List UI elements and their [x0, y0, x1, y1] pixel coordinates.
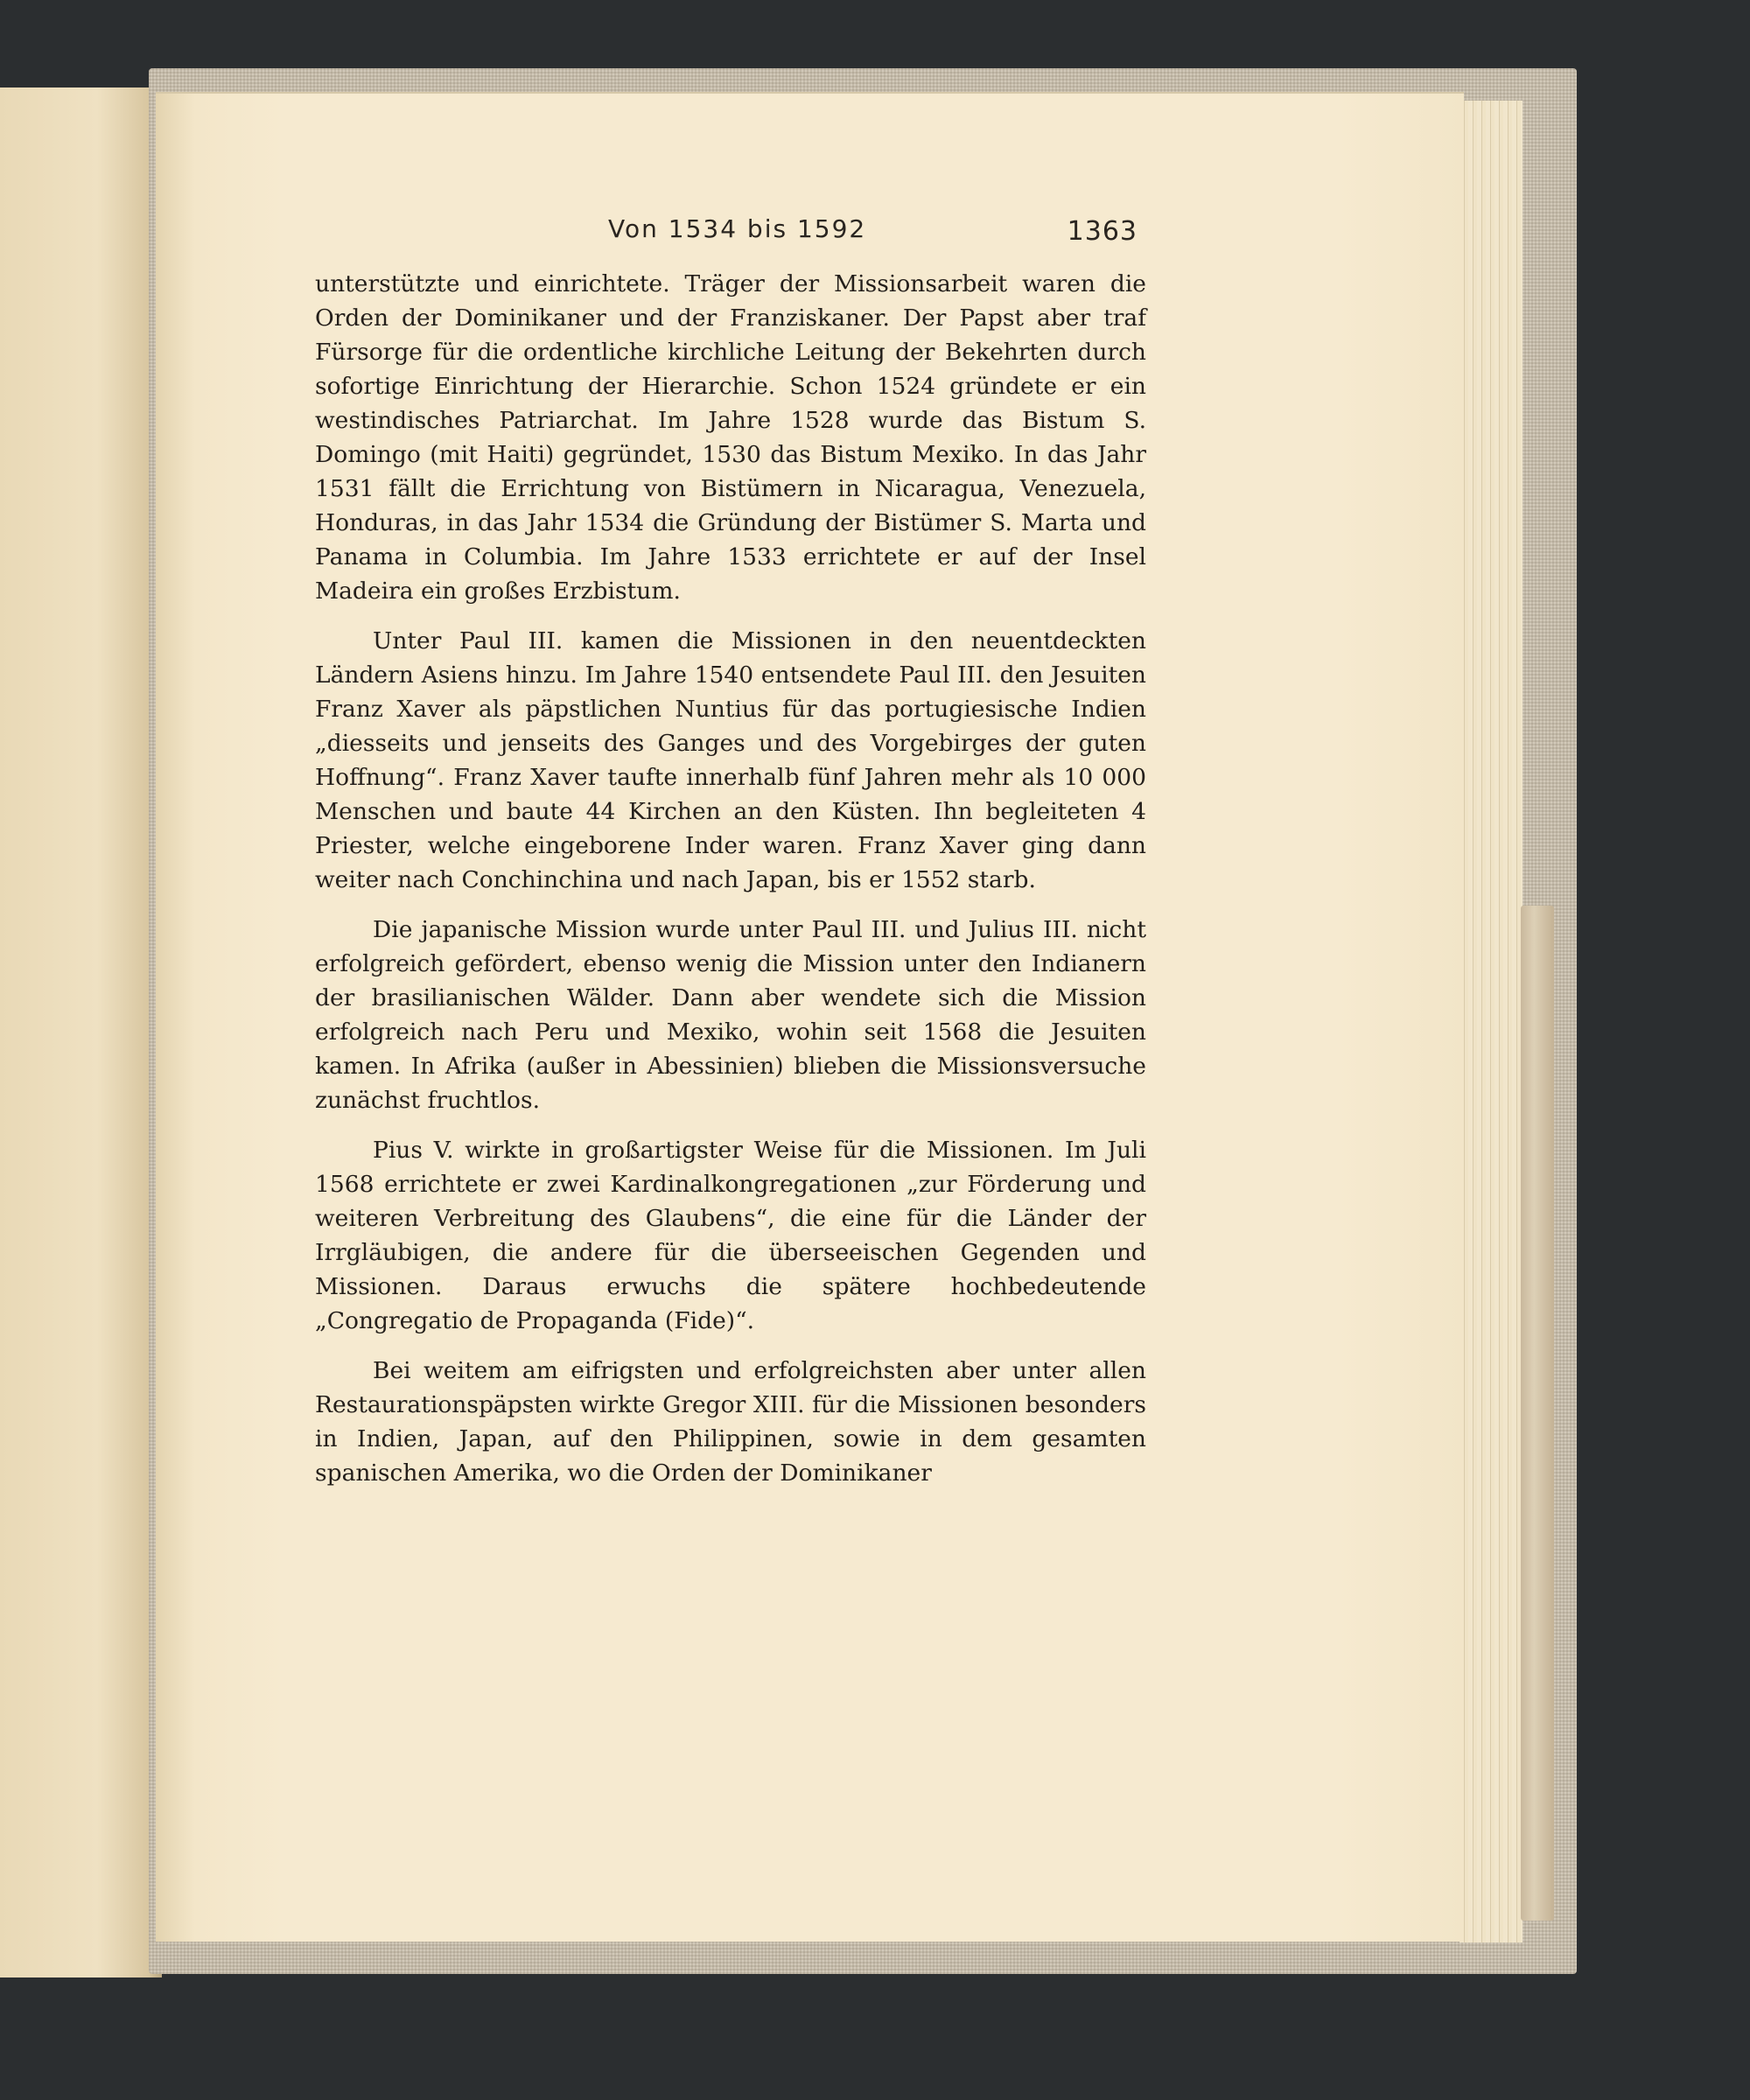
left-page-edge — [0, 88, 162, 1978]
paragraph: Die japanische Mission wurde unter Paul III. und Julius III. nicht erfolgreich gefördert, ebenso wenig die Mission unter den Indianern der brasilianischen Wälder. Dann aber wendete sich die Mission erfolgreich nach Peru und Mexiko, wohin seit 1568 die Jesuiten kamen. In Afrika (außer in Abessinien) blieben die Missionsversuche zunächst fruchtlos. — [315, 916, 1146, 1114]
paragraph: unterstützte und einrichtete. Träger der Missionsarbeit waren die Orden der Dominikaner und der Franziskaner. Der Papst aber traf Fürsorge für die ordentliche kirchliche Leitung der Bekehrten durch sofortige Einrichtung der Hierarchie. Schon 1524 gründete er ein westindisches Patriarchat. Im Jahre 1528 wurde das Bistum S. Domingo (mit Haiti) gegründet, 1530 das Bistum Mexiko. In das Jahr 1531 fällt die Errichtung von Bistümern in Nicaragua, Venezuela, Honduras, in das Jahr 1534 die Gründung der Bistümer S. Marta und Panama in Columbia. Im Jahre 1533 errichtete er auf der Insel Madeira ein großes Erzbistum. — [315, 270, 1146, 605]
bookmark-ribbon — [1521, 906, 1554, 1921]
page-number: 1363 — [1067, 216, 1138, 247]
paragraph: Unter Paul III. kamen die Missionen in den neuentdeckten Ländern Asiens hinzu. Im Jahre 1540 entsendete Paul III. den Jesuiten Franz Xaver als päpstlichen Nuntius für das portugiesische Indien „diesseits und jenseits des Ganges und des Vorgebirges der guten Hoffnung“. Franz Xaver taufte innerhalb fünf Jahren mehr als 10 000 Menschen und baute 44 Kirchen an den Küsten. Ihn begleiteten 4 Priester, welche eingeborene Inder waren. Franz Xaver ging dann weiter nach Conchinchina und nach Japan, bis er 1552 starb. — [315, 627, 1146, 893]
running-head — [438, 214, 1138, 258]
body-text — [315, 267, 1146, 1506]
running-head-title: Von 1534 bis 1592 — [608, 214, 867, 243]
page-edges — [1460, 101, 1522, 1942]
paragraph: Pius V. wirkte in großartigster Weise für die Missionen. Im Juli 1568 errichtete er zwei Kardinalkongregationen „zur Förderung und weiteren Verbreitung des Glaubens“, die eine für die Länder der Irrgläubigen, die andere für die überseeischen Gegenden und Missionen. Daraus erwuchs die spätere hochbedeutende „Congregatio de Propaganda (Fide)“. — [315, 1137, 1146, 1334]
paragraph: Bei weitem am eifrigsten und erfolgreichsten aber unter allen Restaurationspäpsten wirkte Gregor XIII. für die Missionen besonders in Indien, Japan, auf den Philippinen, sowie in dem gesamten spanischen Amerika, wo die Orden der Dominikaner — [315, 1357, 1146, 1487]
